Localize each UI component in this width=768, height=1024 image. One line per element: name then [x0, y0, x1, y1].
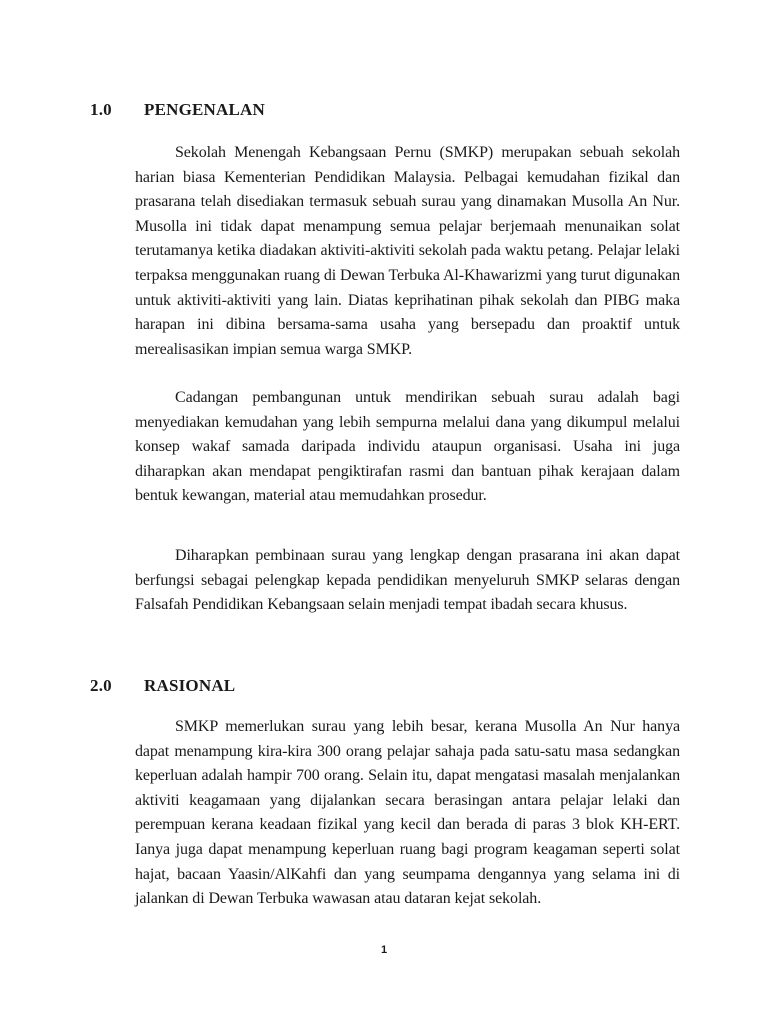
section-heading-pengenalan [90, 100, 265, 120]
paragraph-pengenalan-2: Cadangan pembangunan untuk mendirikan sebuah surau adalah bagi menyediakan kemudahan yang lebih sempurna melalui dana yang dikumpul melalui konsep wakaf samada daripada individu ataupun organisasi. Usaha ini juga diharapkan akan mendapat pengiktirafan rasmi dan bantuan pihak kerajaan dalam bentuk kewangan, material atau memudahkan prosedur. [135, 389, 680, 505]
section-number: 2.0 [90, 676, 112, 695]
paragraph-rasional-1: SMKP memerlukan surau yang lebih besar, kerana Musolla An Nur hanya dapat menampung kira-kira 300 orang pelajar sahaja pada satu-satu masa sedangkan keperluan adalah hampir 700 orang. Selain itu, dapat mengatasi masalah menjalankan aktiviti keagamaan yang dijalankan secara berasingan antara pelajar lelaki dan perempuan kerana keadaan fizikal yang kecil dan berada di paras 3 blok KH-ERT. Ianya juga dapat menampung keperluan ruang bagi program keagaman seperti solat hajat, bacaan Yaasin/AlKahfi dan yang seumpama dengannya yang selama ini di jalankan di Dewan Terbuka wawasan atau dataran kejat sekolah. [135, 718, 680, 908]
section-title: RASIONAL [144, 676, 236, 695]
section-title: PENGENALAN [144, 100, 266, 119]
section-heading-rasional [90, 676, 235, 696]
section-number: 1.0 [90, 100, 112, 119]
page-number: 1 [380, 944, 388, 956]
paragraph-pengenalan-1: Sekolah Menengah Kebangsaan Pernu (SMKP) merupakan sebuah sekolah harian biasa Kementerian Pendidikan Malaysia. Pelbagai kemudahan fizikal dan prasarana telah disediakan termasuk sebuah surau yang dinamakan Musolla An Nur. Musolla ini tidak dapat menampung semua pelajar berjemaah menunaikan solat terutamanya ketika diadakan aktiviti-aktiviti sekolah pada waktu petang. Pelajar lelaki terpaksa menggunakan ruang di Dewan Terbuka Al-Khawarizmi yang turut digunakan untuk aktiviti-aktiviti yang lain. Diatas keprihatinan pihak sekolah dan PIBG maka harapan ini dibina bersama-sama usaha yang bersepadu dan proaktif untuk merealisasikan impian semua warga SMKP. [135, 144, 680, 358]
paragraph-pengenalan-3: Diharapkan pembinaan surau yang lengkap dengan prasarana ini akan dapat berfungsi sebagai pelengkap kepada pendidikan menyeluruh SMKP selaras dengan Falsafah Pendidikan Kebangsaan selain menjadi tempat ibadah secara khusus. [135, 547, 680, 614]
